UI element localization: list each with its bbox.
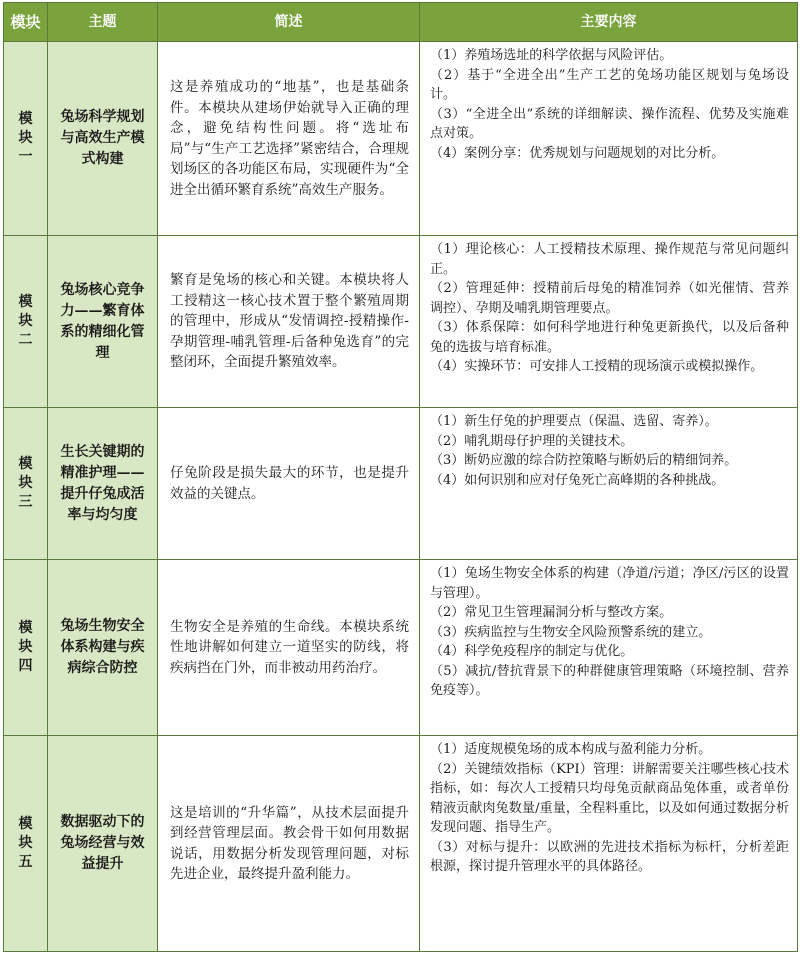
summary-cell: 生物安全是养殖的生命线。本模块系统性地讲解如何建立一道坚实的防线，将疾病挡在门外，而非被动用药治疗。: [158, 560, 420, 736]
content-item: （1）理论核心：人工授精技术原理、操作规范与常见问题纠正。: [430, 242, 789, 277]
content-item: （1）养殖场选址的科学依据与风险评估。: [430, 48, 673, 63]
content-item: （1）新生仔兔的护理要点（保温、选留、寄养）。: [430, 414, 718, 429]
summary-cell: 这是养殖成功的“地基”，也是基础条件。本模块从建场伊始就导入正确的理念，避免结构性问题。将“选址布局”与“生产工艺选择”紧密结合，合理规划场区的各功能区布局，实现硬件为“全进全出循环繁育系统”高效生产服务。: [158, 42, 420, 236]
content-item: （3）疾病监控与生物安全风险预警系统的建立。: [430, 624, 712, 640]
module-label: 模 块 三: [4, 408, 48, 560]
theme-cell: 兔场生物安全体系构建与疾病综合防控: [48, 560, 158, 736]
content-cell: [420, 408, 798, 560]
content-item: （2）常见卫生管理漏洞分析与整改方案。: [430, 605, 673, 620]
content-cell: [420, 560, 798, 736]
content-item: （2）管理延伸：授精前后母兔的精准饲养（如光催情、营养调控）、孕期及哺乳期管理要点。: [430, 281, 789, 316]
theme-cell: 数据驱动下的兔场经营与效益提升: [48, 736, 158, 952]
module-label: 模 块 一: [4, 42, 48, 236]
content-item: （2）关键绩效指标（KPI）管理：讲解需要关注哪些核心技术指标，如：每次人工授精只均母兔贡献商品兔体重，或者单份精液贡献肉兔数量/重量，全程料重比，以及如何通过数据分析发现问题、指导生产。: [430, 761, 789, 835]
content-cell: [420, 42, 798, 236]
content-item: （4）实操环节：可安排人工授精的现场演示或模拟操作。: [430, 359, 764, 374]
module-label: 模 块 二: [4, 236, 48, 408]
summary-cell: 仔兔阶段是损失最大的环节，也是提升效益的关键点。: [158, 408, 420, 560]
table-row: [4, 736, 798, 952]
content-item: （4）科学免疫程序的制定与优化。: [430, 644, 634, 659]
content-item: （3）断奶应激的综合防控策略与断奶后的精细饲养。: [430, 453, 738, 468]
table-row: [4, 408, 798, 560]
theme-cell: 生长关键期的精准护理——提升仔兔成活率与均匀度: [48, 408, 158, 560]
content-item: （2）基于“全进全出”生产工艺的兔场功能区规划与兔场设计。: [430, 67, 789, 102]
header-content: 主要内容: [420, 3, 798, 42]
content-item: （1）兔场生物安全体系的构建（净道/污道；净区/污区的设置与管理）。: [430, 566, 789, 601]
header-summary: 简述: [158, 3, 420, 42]
content-item: （5）减抗/替抗背景下的种群健康管理策略（环境控制、营养免疫等）。: [430, 663, 789, 698]
theme-cell: 兔场核心竞争力——繁育体系的精细化管理: [48, 236, 158, 408]
table-row: [4, 236, 798, 408]
content-item: （4）案例分享：优秀规划与问题规划的对比分析。: [430, 145, 725, 161]
content-item: （3）对标与提升：以欧洲的先进技术指标为标杆，分析差距根源，探讨提升管理水平的具体路径。: [430, 839, 789, 874]
header-module: 模块: [4, 3, 48, 42]
content-item: （2）哺乳期母仔护理的关键技术。: [430, 433, 634, 449]
content-item: （4）如何识别和应对仔兔死亡高峰期的各种挑战。: [430, 472, 725, 488]
content-cell: [420, 736, 798, 952]
table-row: [4, 42, 798, 236]
summary-cell: 这是培训的“升华篇”，从技术层面提升到经营管理层面。教会骨干如何用数据说话，用数据分析发现管理问题，对标先进企业，最终提升盈利能力。: [158, 736, 420, 952]
content-item: （3）体系保障：如何科学地进行种兔更新换代，以及后备种兔的选拔与培育标准。: [430, 320, 789, 355]
theme-cell: 兔场科学规划与高效生产模式构建: [48, 42, 158, 236]
header-row: [4, 3, 798, 42]
module-label: 模 块 四: [4, 560, 48, 736]
module-label: 模 块 五: [4, 736, 48, 952]
content-item: （1）适度规模兔场的成本构成与盈利能力分析。: [430, 742, 712, 757]
content-cell: [420, 236, 798, 408]
summary-cell: 繁育是兔场的核心和关键。本模块将人工授精这一核心技术置于整个繁殖周期的管理中，形成从“发情调控-授精操作-孕期管理-哺乳管理-后备种兔选育”的完整闭环，全面提升繁殖效率。: [158, 236, 420, 408]
training-module-table: [3, 2, 798, 952]
header-theme: 主题: [48, 3, 158, 42]
table-row: [4, 560, 798, 736]
content-item: （3）“全进全出”系统的详细解读、操作流程、优势及实施难点对策。: [430, 106, 789, 141]
